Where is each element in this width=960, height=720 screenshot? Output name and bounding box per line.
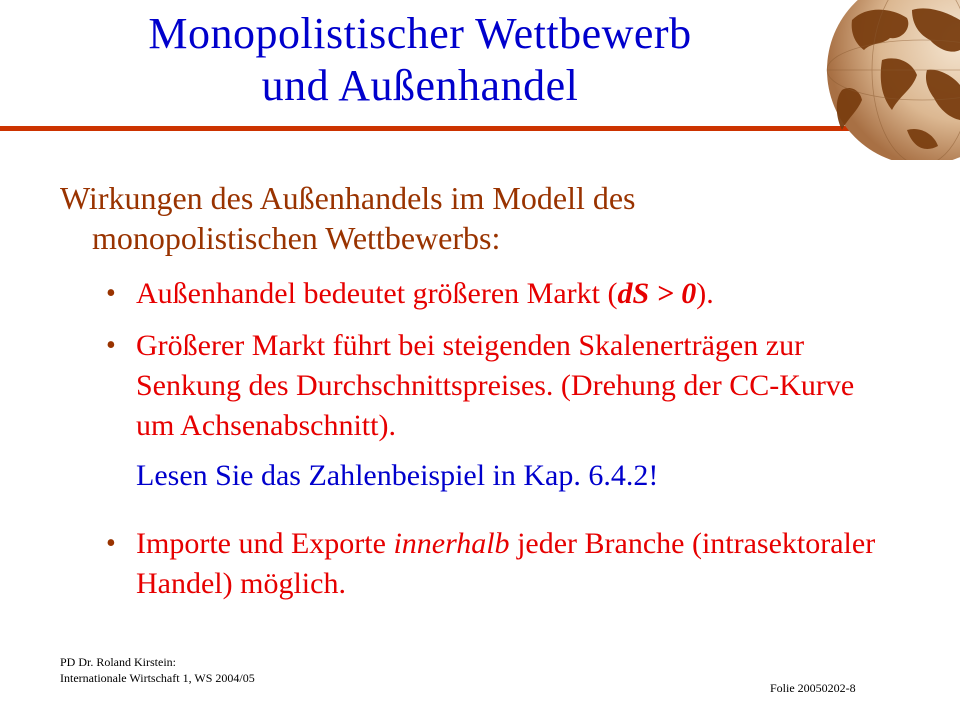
bullet-dot-icon: • <box>106 278 116 309</box>
bullet-dot-icon: • <box>106 330 116 361</box>
bullet-3-post: jeder Branche (intrasektoraler Handel) möglich. <box>136 527 876 600</box>
globe-icon <box>812 0 960 160</box>
bullet-3-emph: innerhalb <box>393 527 510 560</box>
reading-note: Lesen Sie das Zahlenbeispiel in Kap. 6.4.2! <box>136 459 659 492</box>
slide-number: Folie 20050202-8 <box>770 681 856 695</box>
bullet-3-pre: Importe und Exporte <box>136 527 394 560</box>
slide-title <box>60 8 780 112</box>
bullet-1-post: ). <box>696 277 714 310</box>
intro-line-2: monopolistischen Wettbewerbs: <box>92 220 501 256</box>
bullet-item <box>100 274 900 314</box>
footer-author: PD Dr. Roland Kirstein: <box>60 655 176 669</box>
intro-text <box>60 178 880 258</box>
intro-line-1: Wirkungen des Außenhandels im Modell des <box>60 180 636 216</box>
bullet-2-text: Größerer Markt führt bei steigenden Skalenerträgen zur Senkung des Durchschnittspreises. (Drehung der CC-Kurve um Achsenabschnitt). <box>136 329 855 442</box>
bullet-1-pre: Außenhandel bedeutet größeren Markt ( <box>136 277 618 310</box>
bullet-item <box>100 524 900 604</box>
bullet-1-emph: dS > 0 <box>617 277 697 310</box>
title-line-1: Monopolistischer Wettbewerb <box>148 9 692 58</box>
footer-author-block <box>60 654 255 686</box>
bullet-item <box>100 326 900 446</box>
bullet-dot-icon: • <box>106 528 116 559</box>
footer-course: Internationale Wirtschaft 1, WS 2004/05 <box>60 671 255 685</box>
bullet-list <box>100 274 900 604</box>
title-line-2: und Außenhandel <box>261 61 579 110</box>
